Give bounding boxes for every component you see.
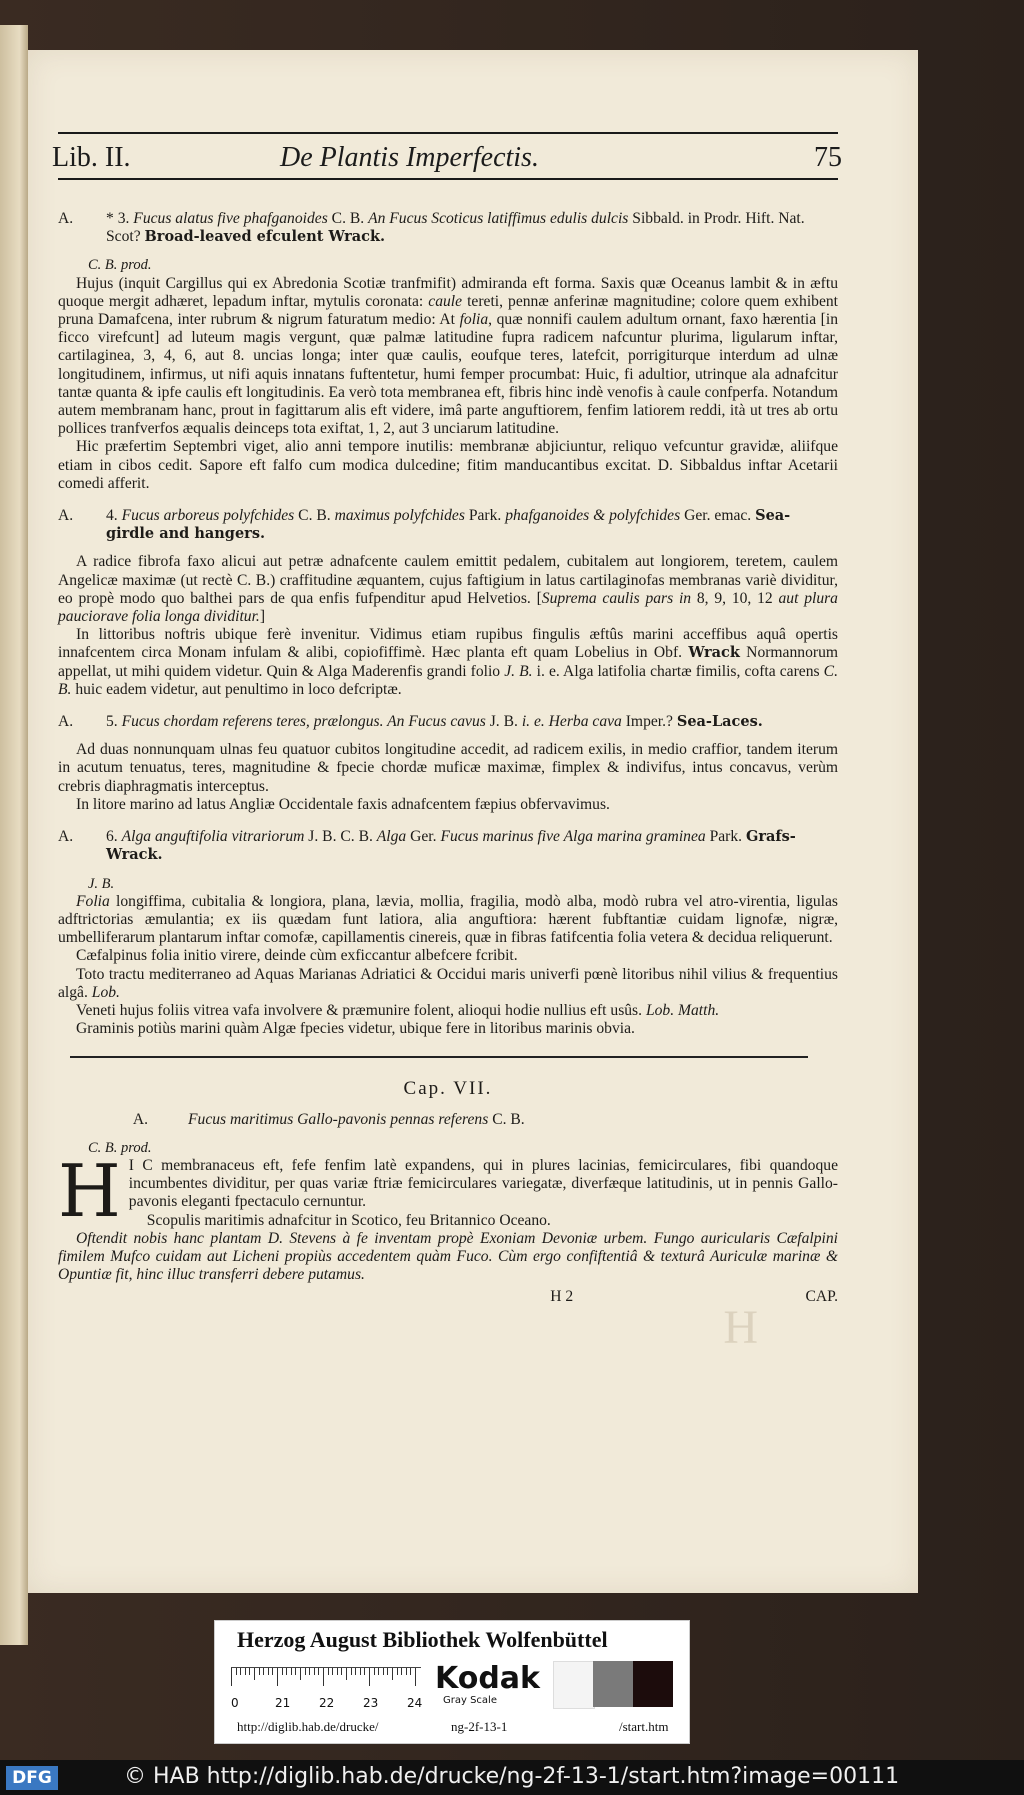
species-entry — [58, 828, 838, 1038]
header-book-label: Lib. II. — [52, 142, 131, 173]
running-header — [52, 142, 842, 182]
entry-paragraph: A radice fibrofa faxo alicui aut petræ adnafcente caulem emittit pedalem, cubitalem aut longiorem, teretem, caulem Angelicæ maximæ (ut rectè C. B.) craffitudine æquantem, cujus faftigium in latus cartilaginofas membranas variè dividitur, eo propè modo quo balthei pars de qua enfis fufpenditur apud Helvetios. [Suprema caulis pars in 8, 9, 10, 12 aut plura pauciorave folia longa dividitur.] — [58, 553, 838, 626]
ruler-tick — [397, 1668, 398, 1675]
scale-ruler — [231, 1667, 421, 1708]
ruler-number: 23 — [363, 1696, 379, 1710]
ruler-tick — [328, 1668, 329, 1675]
entry-head — [58, 828, 838, 864]
ruler-tick — [355, 1668, 356, 1675]
card-url-suffix: /start.htm — [619, 1719, 669, 1734]
gray-swatch-mid — [593, 1661, 633, 1707]
chapter-heading: Cap. VII. — [403, 1078, 493, 1100]
ruler-tick — [406, 1668, 407, 1675]
entry-head — [58, 507, 838, 543]
catchword: CAP. — [805, 1288, 838, 1306]
entry-paragraph: Hujus (inquit Cargillus qui ex Abredonia Scotiæ tranfmifit) admiranda eft forma. Saxis quæ Oceanus lambit & in æftu quoque mergit adhæret, lepadum inftar, mytulis coronata: caule tereti, pennæ anferinæ magnitudine; colore quem exhibent pruna Damafcena, inter rubrum & nigrum faturatum medio: At folia, quæ nonnifi caulem adultum ornant, faxo hærentia [in ficco virefcunt] ad luteum magis vergunt, quæ palmæ latitudine fupra radicem nafcuntur plurima, ligularum inftar, cartilaginea, 3, 4, 6, aut 8. uncias longa; inter quæ caulis, eoufque teres, latefcit, porrigiturque interdum ad ulnæ longitudinem, infirmus, ut nifi aquis innatans fuftentetur, humi femper procumbat: Huic, fi adultior, utrinque ala adnafcitur tantæ quanta & ipfe caulis eft longitudinis. Ea verò tota membranea eft, fibris hinc indè venofis à caule confperfa. Notandum autem membranam hanc, prout in fagittarum alis eft videre, imâ parte anguftiorem, fenfim latiorem reddi, ità ut tres ab ortu pollices tranfverfos æqualis deinceps tota exiftat, 1, 2, aut 3 unciarum latitudine. — [58, 274, 838, 438]
entry-letter: A. — [58, 828, 74, 846]
ruler-tick — [374, 1668, 375, 1675]
ruler-tick — [231, 1668, 232, 1686]
ruler-tick — [254, 1668, 255, 1680]
drop-cap: H — [58, 1148, 121, 1233]
ruler-tick — [236, 1668, 237, 1675]
facing-page-edge — [0, 25, 28, 1645]
ruler-tick — [245, 1668, 246, 1675]
footer-bar — [0, 1760, 1024, 1795]
entry-title: * 3. Fucus alatus five phafganoides C. B. An Fucus Scoticus latiffimus edulis dulcis Sibbald. in Prodr. Hift. Nat. Scot? Broad-leaved efculent Wrack. — [106, 210, 805, 246]
kodak-logo: Kodak — [435, 1661, 540, 1696]
ruler-number: 21 — [275, 1696, 291, 1710]
ruler-tick — [351, 1668, 352, 1675]
ruler-tick — [263, 1668, 264, 1675]
ruler-tick — [272, 1668, 273, 1675]
entry-paragraph: Hic præfertim Septembri viget, alio anni tempore inutilis: membranæ abjiciuntur, reliquo vefcuntur gravidæ, aliifque etiam in cibos cedit. Sapore eft falfo cum modica dulcedine; fitim manducantibus excitat. D. Sibbaldus inftar Acetarii comedi afferit. — [58, 438, 838, 492]
entry-paragraph: In litore marino ad latus Angliæ Occidentale faxis adnafcentem fæpius obfervavimus. — [76, 795, 610, 813]
chapter-separator — [70, 1056, 808, 1058]
ruler-tick — [364, 1668, 365, 1675]
entry-letter: A. — [58, 713, 74, 731]
entry-paragraph: Graminis potiùs marini quàm Algæ fpecies videtur, ubique fere in litoribus marinis obvia. — [76, 1020, 635, 1038]
color-calibration-card — [214, 1620, 690, 1744]
entry-letter: A. — [58, 210, 74, 227]
ruler-tick — [346, 1668, 347, 1680]
ruler-tick — [268, 1668, 269, 1675]
chapter-paragraph-text: I C membranaceus eft, fefe fenfim latè expandens, qui in plures lacinias, femicirculares, fibi quandoque incumbentes dividitur, per quas variæ ftriæ femicirculares variegatæ, diverfæque latitudinis, ut in pennis Gallo-pavonis eleganti fpectaculo cernuntur. — [128, 1156, 838, 1211]
entry-paragraph: Ad duas nonnunquam ulnas feu quatuor cubitos longitudine accedit, ad radicem exilis, in medio craffior, tandem iterum in acutum tenuatus, teres, magnitudine & fpecie chordæ muficæ maximæ, fimplex & indivifus, intus concavus, verùm crebris diaphragmatis interceptus. — [58, 741, 838, 795]
ruler-tick — [259, 1668, 260, 1675]
kodak-subtitle: Gray Scale — [443, 1695, 497, 1706]
entry-letter: A. — [58, 507, 74, 525]
ruler-tick — [415, 1668, 416, 1686]
entry-paragraph: Cæfalpinus folia initio virere, deinde cùm exficcantur albefcere fcribit. — [76, 947, 518, 965]
card-url: http://diglib.hab.de/drucke/ — [237, 1719, 379, 1734]
entry-head — [58, 713, 838, 731]
ruler-number: 24 — [407, 1696, 423, 1710]
footer-caption[interactable]: © HAB http://diglib.hab.de/drucke/ng-2f-13-1/start.htm?image=00111 — [124, 1764, 900, 1789]
entry-head — [58, 210, 838, 246]
gray-swatch-dark — [633, 1661, 673, 1707]
ruler-tick — [341, 1668, 342, 1675]
ruler-tick — [286, 1668, 287, 1675]
gray-swatch-white — [553, 1661, 595, 1709]
ruler-tick — [332, 1668, 333, 1675]
ruler-tick — [305, 1668, 306, 1675]
entry-caption: J. B. — [88, 875, 115, 892]
chapter-entry-head — [58, 1111, 838, 1129]
card-id: ng-2f-13-1 — [451, 1719, 508, 1734]
page-footer — [58, 1288, 838, 1306]
ruler-tick — [240, 1668, 241, 1675]
species-entry — [58, 210, 838, 493]
ruler-tick — [300, 1668, 301, 1680]
ruler-tick — [282, 1668, 283, 1675]
entry-title: Fucus maritimus Gallo-pavonis pennas referens C. B. — [188, 1110, 525, 1128]
ruler-tick — [410, 1668, 411, 1675]
ruler-tick — [295, 1668, 296, 1675]
entry-caption: C. B. prod. — [88, 257, 152, 274]
ruler-tick — [318, 1668, 319, 1675]
entry-title: 5. Fucus chordam referens teres, prælongus. An Fucus cavus J. B. i. e. Herba cava Imper.? Sea-Laces. — [106, 713, 763, 731]
page-body — [58, 196, 838, 1307]
ruler-number: 22 — [319, 1696, 335, 1710]
ruler-tick — [387, 1668, 388, 1675]
ruler-tick — [369, 1668, 370, 1686]
entry-title: 4. Fucus arboreus polyfchides C. B. maximus polyfchides Park. phafganoides & polyfchides Ger. emac. Sea-girdle and hangers. — [106, 507, 791, 543]
ruler-tick — [383, 1668, 384, 1675]
chapter-note: Oftendit nobis hanc plantam D. Stevens à fe inventam propè Exoniam Devoniæ urbem. Fungo auricularis Cæfalpini fimilem Mufco cuidam aut Licheni propiùs accedentem quàm Fuco. Cùm ergo confiftentiâ & texturâ Auriculæ marinæ & Opuntiæ fit, hinc illuc transferri debere putamus. — [58, 1229, 838, 1284]
entry-paragraph: In littoribus noftris ubique ferè invenitur. Vidimus etiam rupibus fingulis æftûs marini acceffibus aquâ opertis innafcentem circa Monam infulam & alibi, copiofiffimè. Hæc planta eft quam Lobelius in Obf. Wrack Normannorum appellat, ut mihi quidem videtur. Quin & Alga Maderenfis grandi folio J. B. i. e. Alga latifolia chartæ fimilis, cofta carens C. B. huic eadem videtur, aut penultimo in loco defcriptæ. — [58, 626, 838, 698]
entry-paragraph: Toto tractu mediterraneo ad Aquas Marianas Adriatici & Occidui maris univerfi pœnè litoribus nihil vilius & frequentius algâ. Lob. — [58, 965, 838, 1001]
ruler-tick — [323, 1668, 324, 1686]
ruler-tick — [309, 1668, 310, 1675]
header-rule-top — [58, 132, 838, 134]
entry-caption: C. B. prod. — [88, 1139, 152, 1156]
entries-list — [58, 210, 838, 1038]
page-number: 75 — [814, 142, 842, 173]
ruler-number: 0 — [231, 1696, 239, 1710]
species-entry — [58, 507, 838, 699]
ruler-tick — [277, 1668, 278, 1686]
book-page — [28, 50, 918, 1593]
entry-letter: A. — [132, 1110, 148, 1128]
ruler-tick — [392, 1668, 393, 1680]
species-entry — [58, 713, 838, 814]
header-rule-bottom — [58, 178, 838, 180]
ruler-tick — [337, 1668, 338, 1675]
ruler-tick — [378, 1668, 379, 1675]
institution-name: Herzog August Bibliothek Wolfenbüttel — [237, 1627, 608, 1652]
ruler-tick — [249, 1668, 250, 1675]
chapter-paragraph-2: Scopulis maritimis adnafcitur in Scotico, feu Britannico Oceano. — [146, 1211, 551, 1229]
entry-paragraph: Veneti hujus foliis vitrea vafa involvere & præmunire folent, alioqui hodie nullius eft usûs. Lob. Matth. — [76, 1001, 720, 1019]
signature-mark: H 2 — [550, 1288, 574, 1306]
ruler-tick — [401, 1668, 402, 1675]
show-through-letter: H — [723, 1301, 758, 1354]
entry-paragraph: Folia longiffima, cubitalia & longiora, plana, lævia, mollia, fragilia, modò alba, modò rubra vel atro-virentia, ligulas adftrictorias æmulantia; ex iis quædam funt latiora, alia anguftiora: hærent fubftantiæ cuidam lignofæ, nigræ, umbelliferarum plantarum inftar comofæ, capillamentis cinereis, quæ in fibras fatifcentia folia vetera & decidua reliquerunt. — [58, 892, 838, 947]
ruler-tick — [314, 1668, 315, 1675]
ruler-tick — [360, 1668, 361, 1675]
dfg-logo: DFG — [6, 1766, 58, 1790]
ruler-tick — [291, 1668, 292, 1675]
header-title: De Plantis Imperfectis. — [280, 142, 539, 173]
entry-title: 6. Alga anguftifolia vitrariorum J. B. C. B. Alga Ger. Fucus marinus five Alga marina graminea Park. Grafs-Wrack. — [106, 828, 796, 864]
